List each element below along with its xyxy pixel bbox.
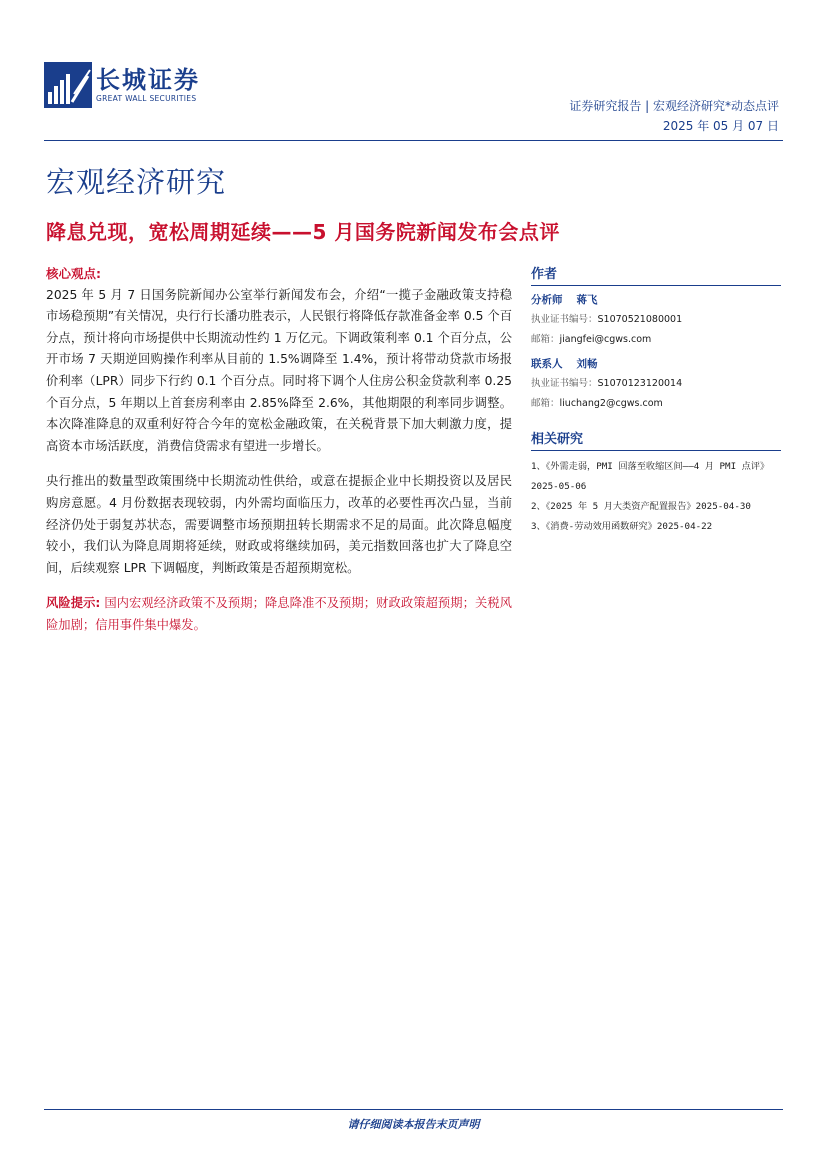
report-category: 证券研究报告 | 宏观经济研究*动态点评 bbox=[569, 99, 779, 113]
contact-row bbox=[531, 356, 781, 374]
contact-role: 联系人 bbox=[531, 358, 563, 370]
analyst-cert-row bbox=[531, 310, 781, 330]
logo-chinese: 长城证券 bbox=[96, 66, 200, 94]
contact-name: 刘畅 bbox=[576, 358, 598, 370]
analyst-email-label: 邮箱： bbox=[531, 334, 560, 345]
analyst-name: 蒋飞 bbox=[576, 294, 598, 306]
contact-cert: S1070123120014 bbox=[597, 378, 683, 389]
brand-logo bbox=[44, 62, 200, 108]
related-research bbox=[531, 428, 781, 537]
analyst-row bbox=[531, 292, 781, 310]
related-item[interactable]: 3、《消费-劳动效用函数研究》2025-04-22 bbox=[531, 521, 713, 532]
main-content bbox=[46, 263, 512, 637]
risk-text: 国内宏观经济政策不及预期；降息降准不及预期；财政政策超预期；关税风险加剧；信用事件集中爆发。 bbox=[46, 596, 512, 632]
logo-english: GREAT WALL SECURITIES bbox=[96, 94, 197, 103]
analyst-email-row bbox=[531, 330, 781, 350]
contact-email-label: 邮箱： bbox=[531, 398, 560, 409]
core-view-label: 核心观点: bbox=[46, 266, 101, 281]
report-title: 降息兑现，宽松周期延续——5 月国务院新闻发布会点评 bbox=[46, 220, 560, 244]
core-paragraph-1: 2025 年 5 月 7 日国务院新闻办公室举行新闻发布会，介绍“一揽子金融政策支持稳市场稳预期”有关情况，央行行长潘功胜表示，人民银行将降低存款准备金率 0.5 个百分点，预计将向市场提供中长期流动性约 1 万亿元。下调政策利率 0.1 个百分点，公开市场 7 天期逆回购操作利率从目前的 1.5%调降至 1.4%，预计将带动贷款市场报价利率（LPR）同步下行约 0.1 个百分点。同时将下调个人住房公积金贷款利率 0.25 个百分点，5 年期以上首套房利率由 2.85%降至 2.6%，其他期限的利率同步调整。本次降准降息的双重利好符合今年的宽松金融政策，在关税背景下加大刺激力度，提高资本市场活跃度，消费信贷需求有望进一步增长。 bbox=[46, 287, 512, 453]
related-item[interactable]: 1、《外需走弱，PMI 回落至收缩区间——4 月 PMI 点评》2025-05-06 bbox=[531, 461, 770, 492]
analyst-role: 分析师 bbox=[531, 294, 563, 306]
related-item[interactable]: 2、《2025 年 5 月大类资产配置报告》2025-04-30 bbox=[531, 501, 751, 512]
report-header-meta bbox=[569, 96, 779, 136]
risk-paragraph bbox=[46, 593, 512, 636]
analyst-cert: S1070521080001 bbox=[597, 314, 683, 325]
footer-divider bbox=[44, 1109, 783, 1110]
related-heading: 相关研究 bbox=[531, 428, 781, 451]
report-type: 宏观经济研究 bbox=[46, 165, 227, 199]
risk-label: 风险提示: bbox=[46, 596, 101, 611]
contact-email-row bbox=[531, 394, 781, 414]
analyst-email-link[interactable]: jiangfei@cgws.com bbox=[559, 334, 652, 345]
analyst-cert-label: 执业证书编号： bbox=[531, 314, 598, 325]
contact-email-link[interactable]: liuchang2@cgws.com bbox=[559, 398, 663, 409]
contact-cert-row bbox=[531, 374, 781, 394]
core-paragraph-2: 央行推出的数量型政策围绕中长期流动性供给，或意在提振企业中长期投资以及居民购房意愿。4 月份数据表现较弱，内外需均面临压力，改革的必要性再次凸显，当前经济仍处于弱复苏状态，需要调整市场预期扭转长期需求不足的局面。此次降息幅度较小，我们认为降息周期将延续，财政或将继续加码，美元指数回落也扩大了降息空间，后续观察 LPR 下调幅度，判断政策是否超预期宽松。 bbox=[46, 474, 512, 575]
authors-heading: 作者 bbox=[531, 263, 781, 286]
footer-disclaimer: 请仔细阅读本报告末页声明 bbox=[347, 1118, 480, 1131]
great-wall-logo-icon bbox=[44, 62, 92, 108]
sidebar bbox=[531, 263, 781, 537]
report-date: 2025 年 05 月 07 日 bbox=[662, 119, 779, 133]
contact-cert-label: 执业证书编号： bbox=[531, 378, 598, 389]
header-divider bbox=[44, 140, 783, 141]
